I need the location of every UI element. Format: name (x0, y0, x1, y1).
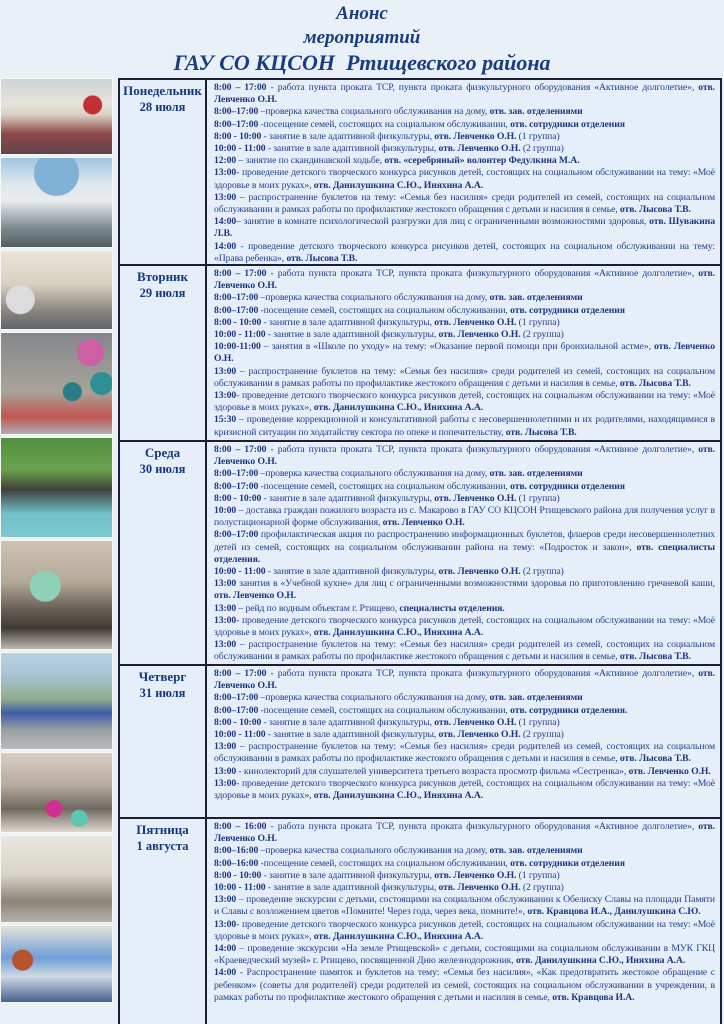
event-line: 10:00 - 11:00 - занятие в зале адаптивной физкультуры, отв. Левченко О.Н. (2 группа) (214, 329, 564, 341)
event-line: 13:00- проведение детского творческого конкурса рисунков детей, состоящих на социальном обслуживании на тему: «Моё здоровье в моих руках», отв. Данилушкина С.Ю., Иняхина А.А. (214, 390, 715, 414)
page-title-line2: мероприятий (303, 27, 421, 48)
event-line: 8:00 – 17:00 - работа пункта проката ТСР, пункта проката физкультурного оборудования «Активное долголетие», отв. Левченко О.Н. (214, 444, 715, 468)
day-date: 29 июля (139, 286, 186, 300)
event-line: 13:00 - кинолекторий для слушателей университета третьего возраста просмотр фильма «Сестренка», отв. Левченко О.Н. (214, 765, 711, 777)
event-line: 8:00 – 17:00 - работа пункта проката ТСР, пункта проката физкультурного оборудования «Активное долголетие», отв. Левченко О.Н. (214, 82, 715, 106)
event-line: 14:00– занятие в комнате психологической разгрузки для лиц с ограниченными возможностями здоровья, отв. Шувакина Л.В. (214, 216, 715, 240)
event-line: 10:00 - 11:00 - занятие в зале адаптивной физкультуры, отв. Левченко О.Н. (2 группа) (214, 882, 564, 894)
schedule-row-2 (120, 264, 720, 440)
schedule-body (120, 80, 720, 1024)
photo-child-drawing-lesson (0, 437, 113, 538)
event-line: 13:00 – распространение буклетов на тему: «Семья без насилия» среди родителей из семей, состоящих на социальном обслуживании в рамках работы по профилактике жестокого обращения с детьми и насилия в семье, отв. Лысова Т.В. (214, 191, 715, 216)
event-line: 13:00 – распространение буклетов на тему: «Семья без насилия» среди родителей из семей, состоящих на социальном обслуживании в рамках работы по профилактике жестокого обращения с детьми и насилия в семье, отв. Лысова Т.В. (214, 639, 715, 663)
day-date: 30 июля (139, 462, 186, 476)
event-line: 8:00–16:00 –проверка качества социального обслуживания на дому, отв. зав. отделениями (214, 845, 583, 857)
event-line: 13:00- проведение детского творческого конкурса рисунков детей, состоящих на социальном обслуживании на тему: «Моё здоровье в моих руках», отв. Данилушкина С.Ю., Иняхина А.А. (214, 777, 715, 802)
day-name: Пятница (136, 822, 189, 837)
event-line: 14:00 - проведение детского творческого конкурса рисунков детей, состоящих на социальном обслуживании на тему: «Права ребенка», отв. Лысова Т.В. (214, 240, 715, 264)
day-name: Среда (144, 445, 181, 460)
event-line: 8:00 - 10:00 - занятие в зале адаптивной физкультуры, отв. Левченко О.Н. (1 группа) (214, 716, 560, 728)
events-cell (207, 666, 720, 817)
photo-care-school-demo (0, 250, 113, 330)
event-line: 13:00 – проведение экскурсии с детьми, состоящими на социальном обслуживании к Обелиску Славы на площади Памяти и Славы с возложением цветов «Помните! Через года, через века, помните!», отв. Кравцова И.А., Данилушкина С.Ю. (214, 894, 715, 918)
event-line: 14:00 – проведение экскурсии «На земле Ртищевской» с детьми, состоящими на социальном обслуживании в МУК ГКЦ «Краеведческий музей» г. Ртищево, посвященной Дню железнодорожник, отв. Данилушкина С.Ю., Иняхина А.А. (214, 943, 715, 967)
event-line: 10:00 – доставка граждан пожилого возраста из с. Макарово в ГАУ СО КЦСОН Ртищевского района для получения услуг в полустационарной форме обслуживания, отв. Левченко О.Н. (214, 505, 715, 529)
event-line: 8:00 – 17:00 - работа пункта проката ТСР, пункта проката физкультурного оборудования «Активное долголетие», отв. Левченко О.Н. (214, 268, 715, 292)
event-line: 12:00 – занятие по скандинавской ходьбе, отв. «серебряный» волонтер Федулкина М.А. (214, 155, 580, 167)
events-cell (207, 80, 720, 264)
event-line: 13:00 – распространение буклетов на тему: «Семья без насилия» среди родителей из семей, состоящих на социальном обслуживании в рамках работы по профилактике жестокого обращения с детьми и насилия в семье, отв. Лысова Т.В. (214, 365, 715, 389)
schedule-table (118, 78, 722, 1024)
events-cell (207, 442, 720, 664)
photo-massage-chair (0, 540, 113, 650)
day-cell (120, 819, 207, 1024)
events-cell (207, 266, 720, 440)
event-line: 8:00 – 16:00 - работа пункта проката ТСР, пункта проката физкультурного оборудования «Активное долголетие», отв. Левченко О.Н. (214, 821, 715, 845)
event-line: 8:00 - 10:00 - занятие в зале адаптивной физкультуры, отв. Левченко О.Н. (1 группа) (214, 316, 560, 328)
event-line: 8:00 - 10:00 - занятие в зале адаптивной физкультуры, отв. Левченко О.Н. (1 группа) (214, 869, 560, 881)
page-title-line1: Анонс (336, 3, 388, 24)
event-line: 13:00- проведение детского творческого конкурса рисунков детей, состоящих на социальном обслуживании на тему: «Моё здоровье в моих руках», отв. Данилушкина С.Ю., Иняхина А.А. (214, 918, 715, 942)
photo-sensory-table (0, 925, 113, 1003)
photo-group-by-service-van (0, 157, 113, 248)
photo-adaptive-gym-balls (0, 332, 113, 435)
event-line: 8:00–17:00 -посещение семей, состоящих на социальном обслуживании, отв. сотрудники отделения (214, 118, 625, 130)
day-name: Четверг (138, 669, 187, 684)
event-line: 10:00 - 11:00 - занятие в зале адаптивной физкультуры, отв. Левченко О.Н. (2 группа) (214, 143, 564, 155)
event-line: 8:00–17:00 -посещение семей, состоящих на социальном обслуживании, отв. сотрудники отделения (214, 304, 625, 316)
event-line: 10:00 - 11:00 - занятие в зале адаптивной физкультуры, отв. Левченко О.Н. (2 группа) (214, 566, 564, 578)
event-line: 8:00–17:00 –проверка качества социального обслуживания на дому, отв. зав. отделениями (214, 292, 583, 304)
page-title-line3: ГАУ СО КЦСОН Ртищевского района (173, 50, 551, 75)
photo-nordic-walking (0, 652, 113, 750)
event-line: 8:00 – 17:00 - работа пункта проката ТСР, пункта проката физкультурного оборудования «Активное долголетие», отв. Левченко О.Н. (214, 668, 715, 692)
event-line: 8:00–17:00 –проверка качества социального обслуживания на дому, отв. зав. отделениями (214, 468, 583, 480)
event-line: 8:00–16:00 -посещение семей, состоящих на социальном обслуживании, отв. сотрудники отделения (214, 857, 625, 869)
schedule-row-3 (120, 440, 720, 664)
schedule-row-5 (120, 817, 720, 1024)
events-cell (207, 819, 720, 1024)
event-line: 8:00–17:00 –проверка качества социального обслуживания на дому, отв. зав. отделениями (214, 106, 583, 118)
event-line: 13:00- проведение детского творческого конкурса рисунков детей, состоящих на социальном обслуживании на тему: «Моё здоровье в моих руках», отв. Данилушкина С.Ю., Иняхина А.А. (214, 167, 715, 191)
photo-consultation (0, 835, 113, 923)
event-line: 8:00 - 10:00 - занятие в зале адаптивной физкультуры, отв. Левченко О.Н. (1 группа) (214, 492, 560, 504)
event-line: 13:00 – рейд по водным объектам г. Ртищево, специалисты отделения. (214, 602, 505, 614)
event-line: 8:00–17:00 -посещение семей, состоящих на социальном обслуживании, отв. сотрудники отделения. (214, 704, 628, 716)
event-line: 8:00–17:00 -посещение семей, состоящих на социальном обслуживании, отв. сотрудники отделения (214, 480, 625, 492)
day-name: Понедельник (123, 83, 202, 98)
photo-kitchen-cooking (0, 78, 113, 155)
event-line: 13:00- проведение детского творческого конкурса рисунков детей, состоящих на социальном обслуживании на тему: «Моё здоровье в моих руках», отв. Данилушкина С.Ю., Иняхина А.А. (214, 614, 715, 639)
event-line: 13:00 – распространение буклетов на тему: «Семья без насилия» среди родителей из семей, состоящих на социальном обслуживании в рамках работы по профилактике жестокого обращения с детьми и насилия в семье, отв. Лысова Т.В. (214, 741, 715, 765)
day-date: 1 августа (136, 839, 189, 853)
photo-strip (0, 78, 113, 1005)
event-line: 15:30 – проведение коррекционной и консультативной работы с несовершеннолетними и их родителями, находящимися в кризисной ситуации по ходатайству сектора по опеке и попечительству, отв. Лысова Т.В. (214, 414, 715, 438)
event-line: 8:00–17:00 –проверка качества социального обслуживания на дому, отв. зав. отделениями (214, 692, 583, 704)
day-cell (120, 266, 207, 440)
schedule-row-4 (120, 664, 720, 817)
day-cell (120, 666, 207, 817)
event-line: 10:00-11:00 – занятия в «Школе по уходу» на тему: «Оказание первой помощи при бронхиальной астме», отв. Левченко О.Н. (214, 341, 715, 365)
event-line: 14:00 - Распространение памяток и буклетов на тему: «Семья без насилия», «Как предотвратить жестокое обращение с ребенком» (советы для родителей) среди родителей из семей, состоящих на социальном обслуживании в учреждении, в рамках работы по профилактике жестокого обращения с детьми и насилия в семье, отв. Кравцова И.А. (214, 967, 715, 1003)
event-line: 8:00–17:00 профилактическая акция по распространению информационных буклетов, флаеров среди несовершеннолетних детей из семей, состоящих на социальном обслуживании района на тему: «Подросток и закон», отв. специалисты отделения. (214, 529, 715, 565)
day-cell (120, 80, 207, 264)
schedule-row-1 (120, 80, 720, 264)
day-cell (120, 442, 207, 664)
event-line: 10:00 - 11:00 - занятие в зале адаптивной физкультуры, отв. Левченко О.Н. (2 группа) (214, 729, 564, 741)
photo-seniors-crafting (0, 752, 113, 833)
day-date: 31 июля (139, 686, 186, 700)
event-line: 8:00 - 10:00 - занятие в зале адаптивной физкультуры, отв. Левченко О.Н. (1 группа) (214, 130, 560, 142)
event-line: 13:00 занятия в «Учебной кухне» для лиц с ограниченными возможностями здоровья по приготовлению гречневой каши, отв. Левченко О.Н. (214, 578, 715, 602)
day-date: 28 июля (139, 100, 186, 114)
day-name: Вторник (136, 269, 189, 284)
doc-header (0, 2, 724, 76)
